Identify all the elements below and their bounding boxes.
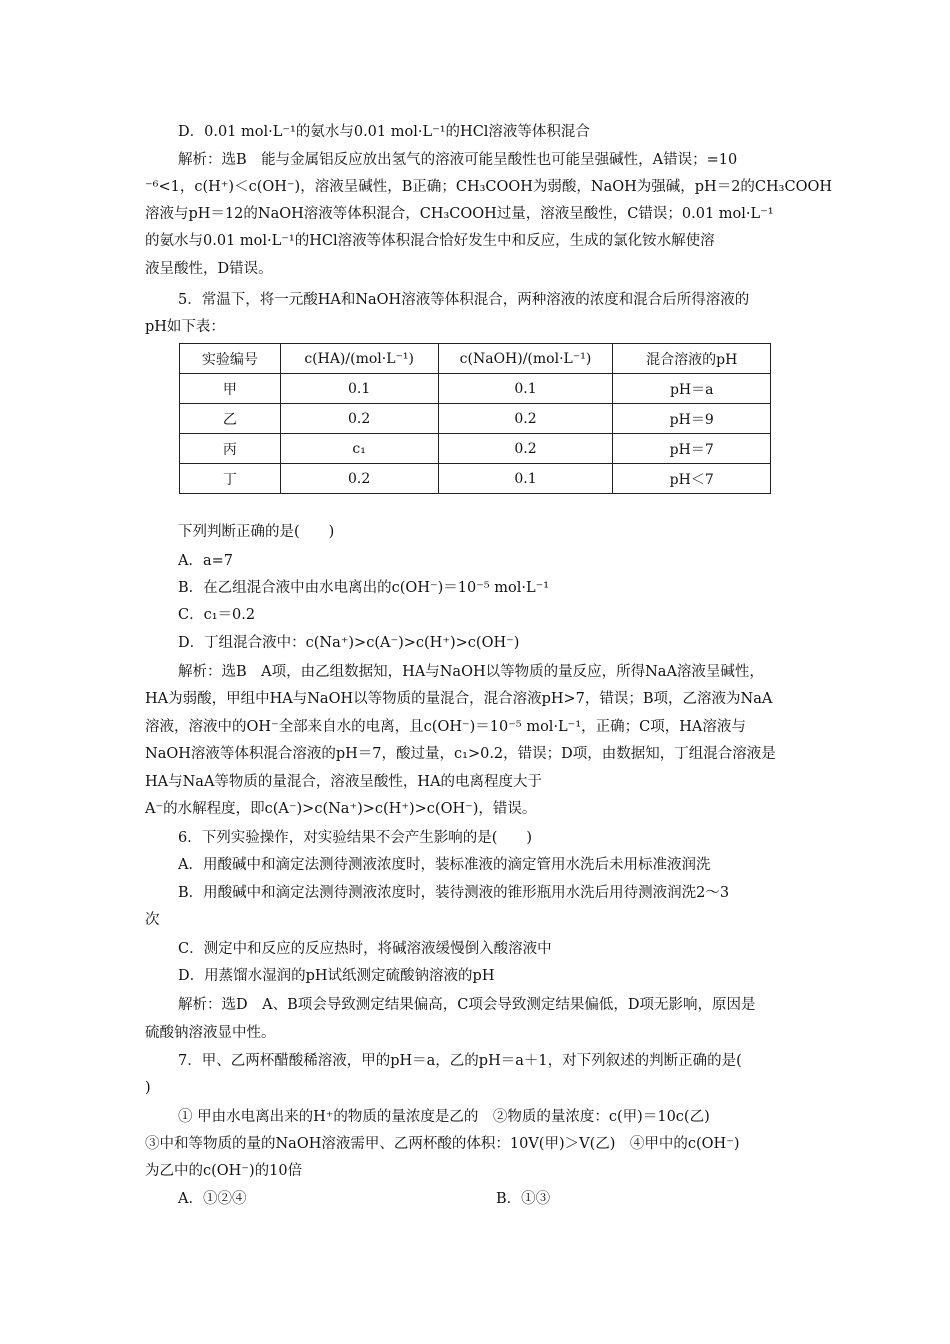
q6-analysis-line: 硫酸钠溶液显中性。 bbox=[145, 1025, 276, 1041]
table-row bbox=[180, 374, 771, 404]
table-row bbox=[180, 464, 771, 494]
q5-option: C．c₁＝0.2 bbox=[178, 607, 256, 623]
q7-stem-line: ) bbox=[145, 1080, 151, 1096]
q7-statement-line: ① 甲由水电离出来的H⁺的物质的量浓度是乙的 ②物质的量浓度：c(甲)＝10c(乙) bbox=[178, 1109, 710, 1125]
table-header-cell: 实验编号 bbox=[180, 344, 281, 374]
table-cell: 0.1 bbox=[280, 374, 438, 404]
q4-analysis-line: ⁻⁶<1，c(H⁺)＜c(OH⁻)，溶液呈碱性，B正确；CH₃COOH为弱酸，NaOH为强碱，pH＝2的CH₃COOH bbox=[145, 179, 832, 195]
q7-stem-line: 7．甲、乙两杯醋酸稀溶液，甲的pH＝a，乙的pH＝a＋1，对下列叙述的判断正确的是( bbox=[178, 1053, 742, 1069]
table-cell: pH＝9 bbox=[613, 404, 771, 434]
q6-option: C．测定中和反应的反应热时，将碱溶液缓慢倒入酸溶液中 bbox=[178, 941, 552, 957]
table-cell: 0.1 bbox=[438, 374, 613, 404]
q5-analysis-line: 解析：选B A项，由乙组数据知，HA与NaOH以等物质的量反应，所得NaA溶液呈碱性， bbox=[178, 664, 764, 680]
table-cell: pH＜7 bbox=[613, 464, 771, 494]
q5-stem-line: 5．常温下，将一元酸HA和NaOH溶液等体积混合，两种溶液的浓度和混合后所得溶液的 bbox=[178, 292, 750, 308]
q7-statement-line: ③中和等物质的量的NaOH溶液需甲、乙两杯酸的体积：10V(甲)＞V(乙) ④甲中的c(OH⁻) bbox=[145, 1136, 740, 1152]
q6-analysis-line: 解析：选D A、B项会导致测定结果偏高，C项会导致测定结果偏低，D项无影响，原因是 bbox=[178, 997, 756, 1013]
q4-option-d: D．0.01 mol·L⁻¹的氨水与0.01 mol·L⁻¹的HCl溶液等体积混合 bbox=[178, 124, 590, 140]
table-cell: c₁ bbox=[280, 434, 438, 464]
table-row bbox=[180, 434, 771, 464]
table-cell: 0.2 bbox=[280, 404, 438, 434]
table-cell: 乙 bbox=[180, 404, 281, 434]
table-cell: 甲 bbox=[180, 374, 281, 404]
q5-question: 下列判断正确的是( ) bbox=[178, 524, 335, 540]
q5-stem-line: pH如下表： bbox=[145, 319, 225, 335]
q5-analysis-line: HA与NaA等物质的量混合，溶液呈酸性，HA的电离程度大于 bbox=[145, 774, 543, 790]
q5-analysis-line: NaOH溶液等体积混合溶液的pH＝7，酸过量，c₁>0.2，错误；D项，由数据知，丁组混合溶液是 bbox=[145, 746, 776, 762]
table-row bbox=[180, 404, 771, 434]
table-header-row bbox=[180, 344, 771, 374]
q7-statement-line: 为乙中的c(OH⁻)的10倍 bbox=[145, 1163, 303, 1179]
q4-analysis-line: 解析：选B 能与金属铝反应放出氢气的溶液可能呈酸性也可能呈强碱性，A错误；=10 bbox=[178, 152, 738, 168]
q6-option: A．用酸碱中和滴定法测待测液浓度时，装标准液的滴定管用水洗后未用标准液润洗 bbox=[178, 857, 711, 873]
table-cell: 0.2 bbox=[280, 464, 438, 494]
q5-analysis-line: A⁻的水解程度，即c(A⁻)>c(Na⁺)>c(H⁺)>c(OH⁻)，错误。 bbox=[145, 801, 537, 817]
experiment-table bbox=[179, 343, 771, 494]
table-header-cell: 混合溶液的pH bbox=[613, 344, 771, 374]
q7-option-a: A．①②④ bbox=[178, 1191, 247, 1207]
table-header-cell: c(NaOH)/(mol·L⁻¹) bbox=[438, 344, 613, 374]
q5-analysis-line: HA为弱酸，甲组中HA与NaOH以等物质的量混合，混合溶液pH>7，错误；B项，乙溶液为NaA bbox=[145, 691, 773, 707]
table-cell: pH＝a bbox=[613, 374, 771, 404]
q5-option: B．在乙组混合液中由水电离出的c(OH⁻)＝10⁻⁵ mol·L⁻¹ bbox=[178, 580, 550, 596]
table-cell: 丁 bbox=[180, 464, 281, 494]
q4-analysis-line: 液呈酸性，D错误。 bbox=[145, 261, 273, 277]
q7-option-b: B．①③ bbox=[496, 1191, 551, 1207]
table-cell: 丙 bbox=[180, 434, 281, 464]
q6-option: D．用蒸馏水湿润的pH试纸测定硫酸钠溶液的pH bbox=[178, 968, 495, 984]
q5-option: A．a=7 bbox=[178, 553, 233, 569]
q5-option: D．丁组混合液中：c(Na⁺)>c(A⁻)>c(H⁺)>c(OH⁻) bbox=[178, 635, 520, 651]
q6-stem: 6．下列实验操作，对实验结果不会产生影响的是( ) bbox=[178, 830, 533, 846]
q4-analysis-line: 的氨水与0.01 mol·L⁻¹的HCl溶液等体积混合恰好发生中和反应，生成的氯化铵水解使溶 bbox=[145, 233, 715, 249]
q6-option: B．用酸碱中和滴定法测待测液浓度时，装待测液的锥形瓶用水洗后用待测液润洗2～3 bbox=[178, 885, 730, 901]
q4-analysis-line: 溶液与pH＝12的NaOH溶液等体积混合，CH₃COOH过量，溶液呈酸性，C错误；0.01 mol·L⁻¹ bbox=[145, 206, 774, 222]
q5-analysis-line: 溶液，溶液中的OH⁻全部来自水的电离，且c(OH⁻)＝10⁻⁵ mol·L⁻¹，正确；C项，HA溶液与 bbox=[145, 719, 746, 735]
table-header-cell: c(HA)/(mol·L⁻¹) bbox=[280, 344, 438, 374]
table-cell: 0.2 bbox=[438, 404, 613, 434]
table-cell: 0.2 bbox=[438, 434, 613, 464]
table-cell: pH＝7 bbox=[613, 434, 771, 464]
table-cell: 0.1 bbox=[438, 464, 613, 494]
q6-option: 次 bbox=[145, 912, 160, 928]
